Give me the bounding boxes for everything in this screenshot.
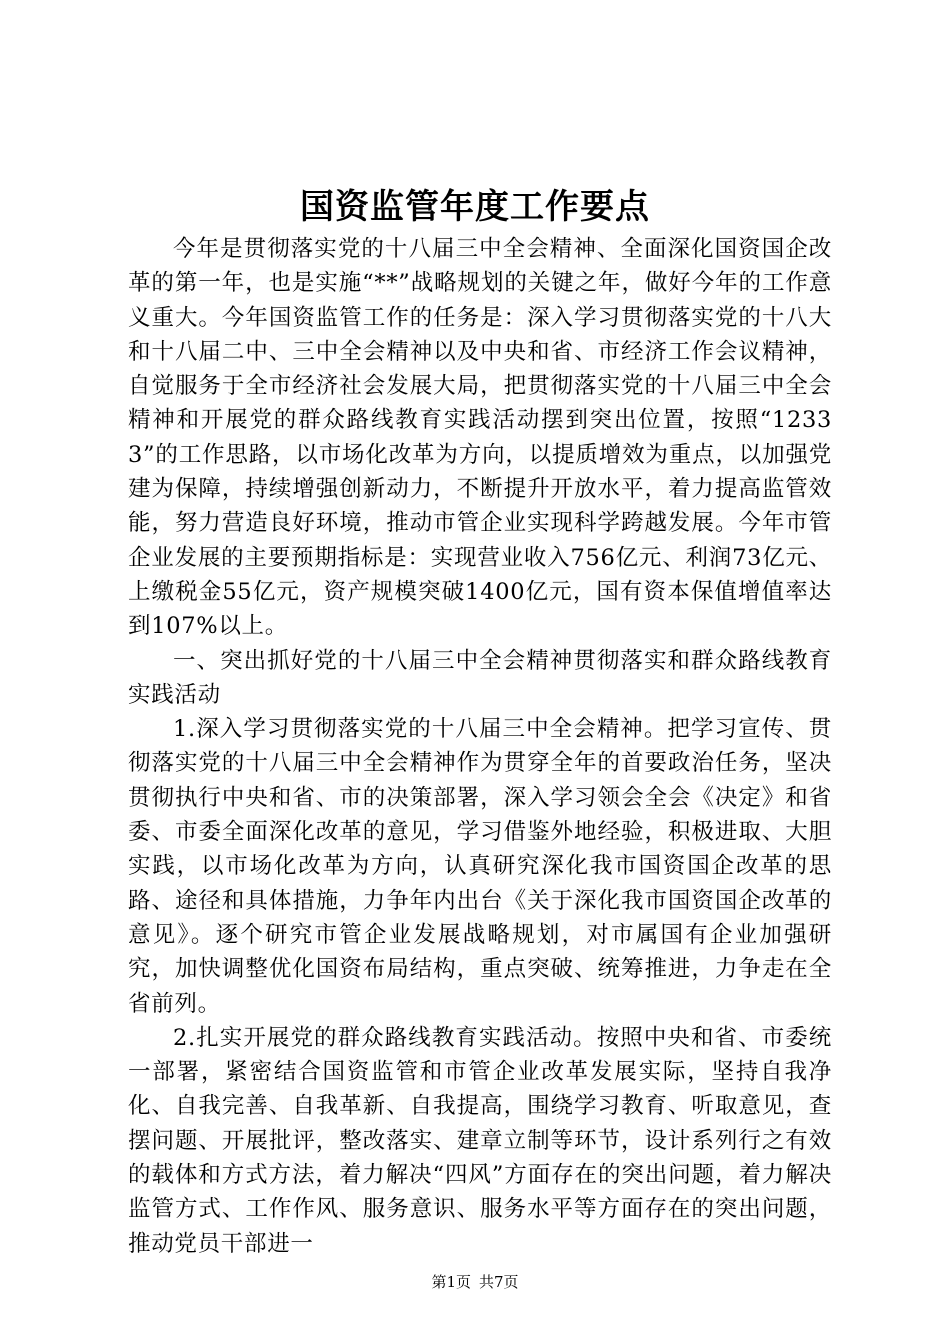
item-2-paragraph: 2.扎实开展党的群众路线教育实践活动。按照中央和省、市委统一部署，紧密结合国资监管和市管企业改革发展实际，坚持自我净化、自我完善、自我革新、自我提高，围绕学习教育、听取意见，查摆问题、开展批评，整改落实、建章立制等环节，设计系列行之有效的载体和方式方法，着力解决“四风”方面存在的突出问题，着力解决监管方式、工作作风、服务意识、服务水平等方面存在的突出问题，推动党员干部进一 [128,1024,832,1257]
document-body [128,232,832,1261]
page-footer [0,1272,950,1292]
page-number: 第1页 [431,1273,471,1291]
section-heading-1: 一、突出抓好党的十八届三中全会精神贯彻落实和群众路线教育实践活动 [128,647,832,708]
document-title: 国资监管年度工作要点 [300,187,650,227]
item-1-paragraph: 1.深入学习贯彻落实党的十八届三中全会精神。把学习宣传、贯彻落实党的十八届三中全会精神作为贯穿全年的首要政治任务，坚决贯彻执行中央和省、市的决策部署，深入学习领会全会《决定》和省委、市委全面深化改革的意见，学习借鉴外地经验，积极进取、大胆实践，以市场化改革为方向，认真研究深化我市国资国企改革的思路、途径和具体措施，力争年内出台《关于深化我市国资国企改革的意见》。逐个研究市管企业发展战略规划，对市属国有企业加强研究，加快调整优化国资布局结构，重点突破、统筹推进，力争走在全省前列。 [128,716,832,1017]
intro-paragraph: 今年是贯彻落实党的十八届三中全会精神、全面深化国资国企改革的第一年，也是实施“**”战略规划的关键之年，做好今年的工作意义重大。今年国资监管工作的任务是：深入学习贯彻落实党的十八大和十八届二中、三中全会精神以及中央和省、市经济工作会议精神，自觉服务于全市经济社会发展大局，把贯彻落实党的十八届三中全会精神和开展党的群众路线教育实践活动摆到突出位置，按照“12333”的工作思路，以市场化改革为方向，以提质增效为重点，以加强党建为保障，持续增强创新动力，不断提升开放水平，着力提高监管效能，努力营造良好环境，推动市管企业实现科学跨越发展。今年市管企业发展的主要预期指标是：实现营业收入756亿元、利润73亿元、上缴税金55亿元，资产规模突破1400亿元，国有资本保值增值率达到107%以上。 [128,236,832,640]
page-total: 共7页 [479,1273,519,1291]
